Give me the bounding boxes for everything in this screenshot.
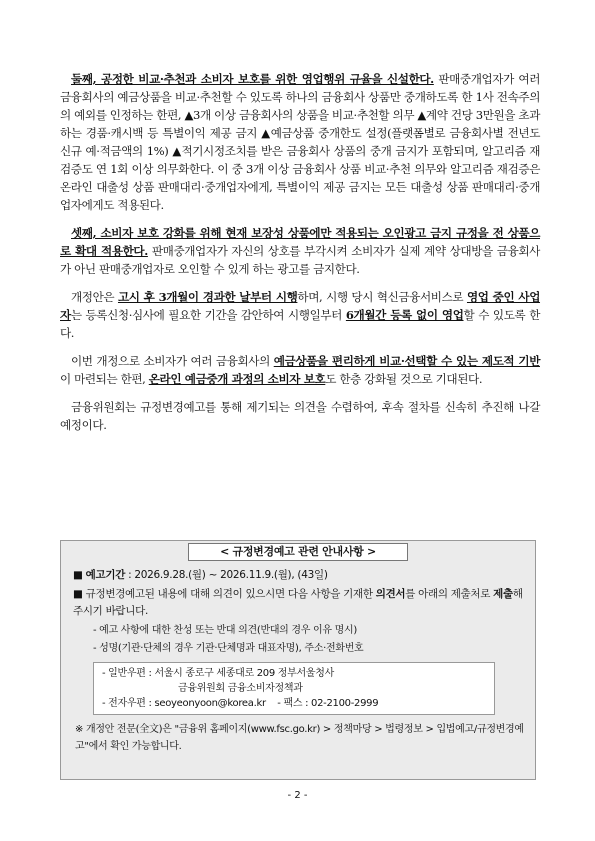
- paragraph-second-heading: 둘째, 공정한 비교·추천과 소비자 보호를 위한 영업행위 규율을 신설한다.: [71, 72, 434, 86]
- text-run: 개정안은: [71, 290, 118, 304]
- paragraph-third-body: 판매중개업자가 자신의 상호를 부각시켜 소비자가 실제 계약 상대방을 금융회사가 아닌 판매중개업자로 오인할 수 있게 하는 광고를 금지한다.: [60, 244, 540, 276]
- bold-run: 6개월간 등록 없이 영업: [345, 308, 464, 322]
- text-run: 하며, 시행 당시 혁신금융서비스로: [297, 290, 467, 304]
- bold-run: 고시 후 3개월이 경과한 날부터 시행: [117, 290, 298, 304]
- page-number: - 2 -: [287, 790, 308, 801]
- postal-mail-department: 금융위원회 금융소비자정책과: [178, 683, 303, 694]
- text-run: 할 수 있도록 한다.: [60, 308, 541, 340]
- paragraph-second-body: 판매중개업자가 여러 금융회사의 예금상품을 비교·추천할 수 있도록 하나의 금융회사 상품만 중개하도록 한 1사 전속주의의 예외를 인정하는 한편, ▲3개 이상 금융회사의 상품을 비교·추천할 의무 ▲계약 건당 3만원을 초과하는 경품·캐시백 등 특별이익 제공 금지 ▲예금상품 중개한도 설정(플랫폼별로 금융회사별 전년도 신규 예·적금액의 1%) ▲적기시정조치를 받은 금융회사 상품의 중개 금지가 포함되며, 알고리즘 재검증도 연 1회 이상 의무화한다. 이 중 3개 이상 금융회사 상품 비교·추천 의무와 알고리즘 재검증은 온라인 대출성 상품 판매대리·중개업자에게, 특별이익 제공 금지는 모든 대출성 상품 판매대리·중개업자에게도 적용된다.: [60, 72, 540, 212]
- paragraph-expectation: [60, 352, 540, 388]
- fax-value: : 02-2100-2999: [302, 698, 379, 709]
- period-value: : 2026.9.28.(월) ~ 2026.11.9.(월), (43일): [125, 569, 328, 581]
- text-run: 규정변경예고된 내용에 대해 의견이 있으시면 다음 사항을 기재한: [85, 588, 376, 600]
- paragraph-third-heading: 셋째, 소비자 보호 강화를 위해 현재 보장성 상품에만 적용되는 오인광고 금지 규정을 전 상품으로 확대 적용한다.: [60, 226, 540, 258]
- fax-label: - 팩스: [277, 698, 303, 709]
- bullet-icon: ■: [73, 569, 86, 581]
- paragraph-effective-date: [60, 288, 540, 342]
- email-fax-line: [102, 696, 486, 711]
- notice-opinion: [61, 586, 535, 620]
- text-run: 는 등록신청·심사에 필요한 기간을 감안하여 시행일부터: [70, 308, 346, 322]
- text-run: 를 아래의 제출처로: [405, 588, 494, 600]
- notice-footnote: ※ 개정안 전문(全文)은 "금융위 홈페이지(www.fsc.go.kr) > 정책마당 > 법령정보 > 입법예고/규정변경예고"에서 확인 가능합니다.: [75, 724, 524, 752]
- document-body: [60, 70, 540, 444]
- text-run: 이 마련되는 한편,: [60, 372, 149, 386]
- next-steps-text: 금융위원회는 규정변경예고를 통해 제기되는 의견을 수렴하여, 후속 절차를 신속히 추진해 나갈 예정이다.: [60, 400, 540, 432]
- email-value[interactable]: : seoyeonyoon@korea.kr: [145, 698, 266, 709]
- bullet-icon: ■: [73, 588, 86, 600]
- text-run: 이번 개정으로 소비자가 여러 금융회사의: [71, 354, 274, 368]
- notice-title: < 규정변경예고 관련 안내사항 >: [188, 543, 408, 561]
- bold-run: 온라인 예금중개 과정의 소비자 보호: [148, 372, 326, 386]
- requirement-item: - 예고 사항에 대한 찬성 또는 반대 의견(반대의 경우 이유 명시): [93, 625, 357, 636]
- postal-mail-value: : 서울시 종로구 세종대로 209 정부서울청사: [145, 668, 334, 679]
- notice-box: [60, 540, 536, 780]
- bold-run: 영업 중인 사업자: [60, 290, 541, 322]
- submission-address-box: [93, 662, 495, 715]
- bold-run: 의견서: [375, 588, 406, 600]
- paragraph-next-steps: [60, 398, 540, 434]
- paragraph-third: [60, 224, 540, 278]
- bold-run: 예금상품을 편리하게 비교·선택할 수 있는 제도적 기반: [273, 354, 540, 368]
- notice-period: [61, 567, 535, 584]
- text-run: 도 한층 강화될 것으로 기대된다.: [325, 372, 483, 386]
- email-label: - 전자우편: [102, 698, 146, 709]
- postal-mail-label: - 일반우편: [102, 668, 146, 679]
- postal-mail-line: [102, 666, 486, 681]
- text-run: 해 주시기 바랍니다.: [73, 588, 523, 617]
- period-label: 예고기간: [85, 569, 126, 581]
- bold-run: 제출: [493, 588, 513, 600]
- paragraph-second: [60, 70, 540, 214]
- requirement-item: - 성명(기관·단체의 경우 기관·단체명과 대표자명), 주소·전화번호: [93, 643, 364, 654]
